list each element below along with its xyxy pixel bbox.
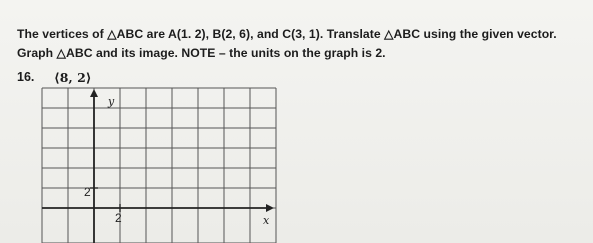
problem-number: 16. — [17, 70, 35, 84]
translation-vector: ⟨8, 2⟩ — [54, 70, 92, 85]
axes — [42, 89, 274, 243]
y-axis-arrow — [90, 89, 98, 97]
y-tick-label: 2 — [84, 185, 91, 199]
problem-instruction-line-1: The vertices of △ABC are A(1. 2), B(2, 6), and C(3, 1). Translate △ABC using the given vector. — [17, 27, 557, 41]
x-axis-arrow — [266, 204, 274, 212]
grid-lines — [42, 88, 276, 243]
x-tick-label: 2 — [115, 211, 122, 225]
y-axis-label: y — [108, 95, 115, 108]
x-axis-label: x — [263, 214, 270, 227]
problem-instruction-line-2: Graph △ABC and its image. NOTE – the units on the graph is 2. — [17, 46, 386, 60]
